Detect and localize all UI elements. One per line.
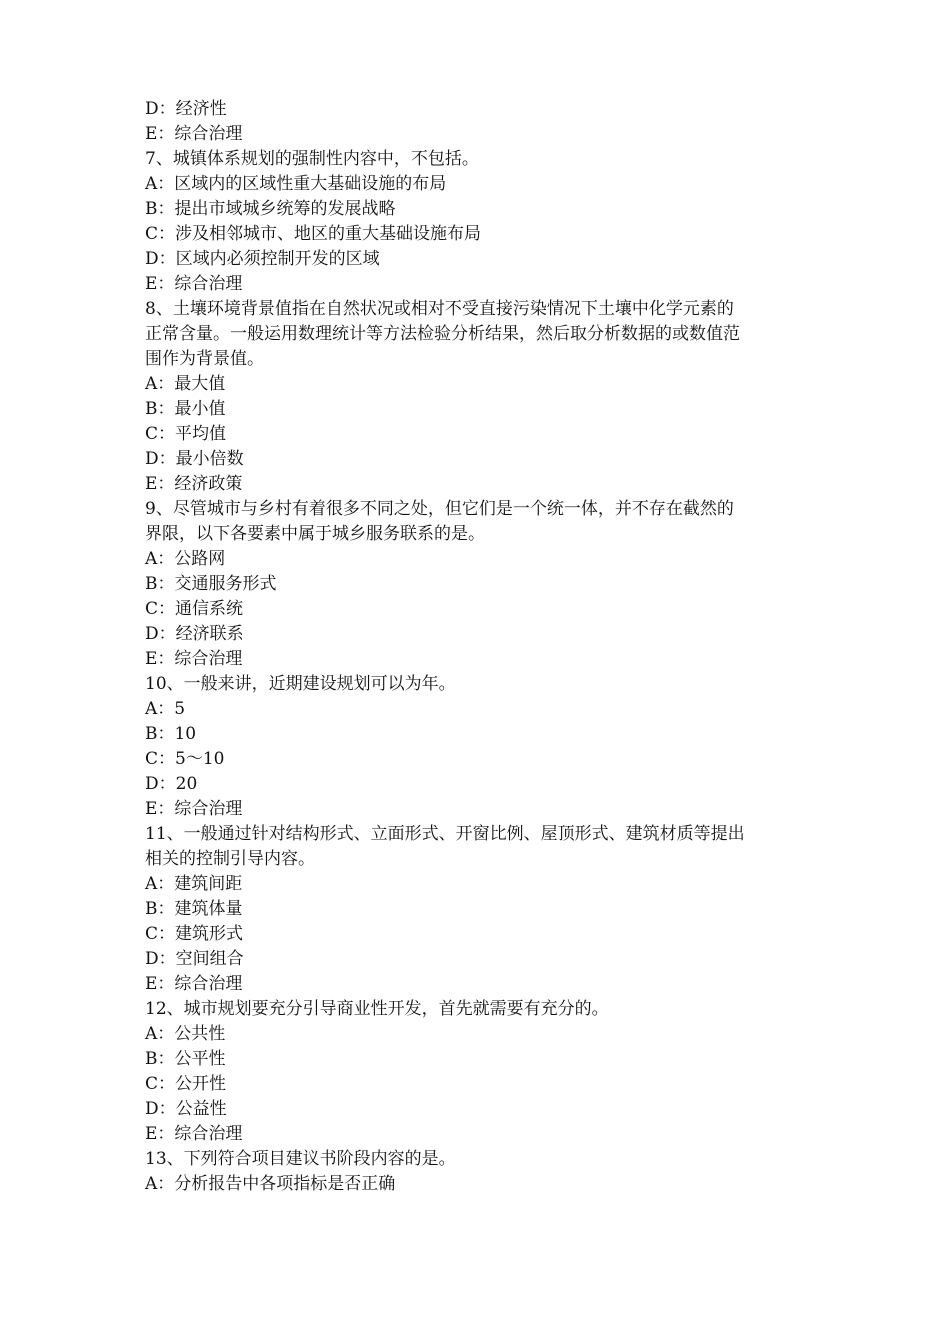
option-line: C：平均值	[145, 424, 227, 444]
question-line: 11、一般通过针对结构形式、立面形式、开窗比例、屋顶形式、建筑材质等提出	[145, 824, 745, 844]
option-line: B：提出市域城乡统筹的发展战略	[145, 199, 396, 219]
option-line: D：经济性	[145, 99, 227, 119]
option-line: C：通信系统	[145, 599, 244, 619]
option-line: E：经济政策	[145, 474, 243, 494]
option-line: B：建筑体量	[145, 899, 243, 919]
option-line: E：综合治理	[145, 124, 243, 144]
question-line: 10、一般来讲，近期建设规划可以为年。	[145, 674, 456, 694]
question-line: 围作为背景值。	[145, 349, 264, 369]
question-line: 12、城市规划要充分引导商业性开发，首先就需要有充分的。	[145, 999, 609, 1019]
option-line: E：综合治理	[145, 649, 243, 669]
option-line: B：交通服务形式	[145, 574, 277, 594]
option-line: E：综合治理	[145, 274, 243, 294]
option-line: D：最小倍数	[145, 449, 244, 469]
option-line: B：最小值	[145, 399, 226, 419]
option-line: C：建筑形式	[145, 924, 244, 944]
question-line: 13、下列符合项目建议书阶段内容的是。	[145, 1149, 456, 1169]
option-line: E：综合治理	[145, 974, 243, 994]
option-line: B：公平性	[145, 1049, 226, 1069]
option-line: C：涉及相邻城市、地区的重大基础设施布局	[145, 224, 482, 244]
question-line: 界限，以下各要素中属于城乡服务联系的是。	[145, 524, 485, 544]
option-line: C：公开性	[145, 1074, 227, 1094]
option-line: C：5～10	[145, 749, 225, 769]
option-line: D：区域内必须控制开发的区域	[145, 249, 380, 269]
question-line: 9、尽管城市与乡村有着很多不同之处，但它们是一个统一体，并不存在截然的	[145, 499, 734, 519]
document-page	[145, 97, 815, 1197]
option-line: A：公路网	[145, 549, 226, 569]
option-line: A：分析报告中各项指标是否正确	[145, 1174, 396, 1194]
option-line: A：建筑间距	[145, 874, 243, 894]
option-line: A：最大值	[145, 374, 226, 394]
option-line: D：公益性	[145, 1099, 227, 1119]
question-line: 7、城镇体系规划的强制性内容中，不包括。	[145, 149, 479, 169]
option-line: D：20	[145, 774, 198, 794]
option-line: E：综合治理	[145, 799, 243, 819]
option-line: E：综合治理	[145, 1124, 243, 1144]
option-line: A：5	[145, 699, 186, 719]
option-line: D：经济联系	[145, 624, 244, 644]
option-line: A：区域内的区域性重大基础设施的布局	[145, 174, 447, 194]
option-line: D：空间组合	[145, 949, 244, 969]
option-line: B：10	[145, 724, 197, 744]
question-line: 相关的控制引导内容。	[145, 849, 315, 869]
question-line: 8、土壤环境背景值指在自然状况或相对不受直接污染情况下土壤中化学元素的	[145, 299, 734, 319]
option-line: A：公共性	[145, 1024, 226, 1044]
question-line: 正常含量。一般运用数理统计等方法检验分析结果，然后取分析数据的或数值范	[145, 324, 740, 344]
